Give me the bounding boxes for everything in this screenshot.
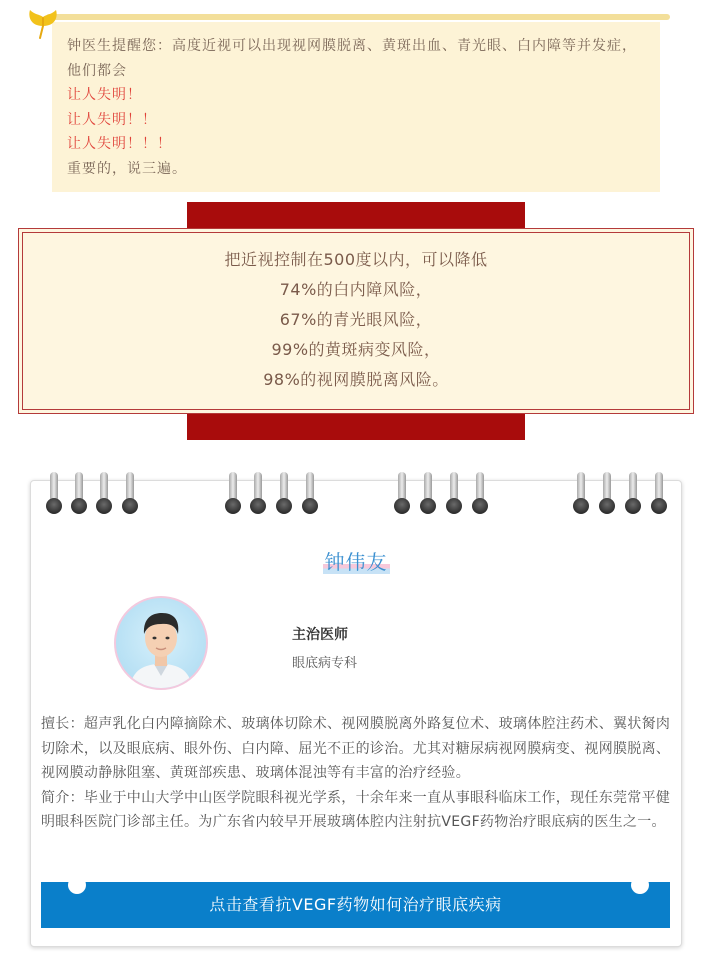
- ginkgo-leaf-icon: [26, 6, 60, 40]
- reminder-alert-3: 让人失明！！！: [67, 136, 172, 153]
- vegf-treatment-link-button[interactable]: 点击查看抗VEGF药物如何治疗眼底疾病: [41, 882, 670, 928]
- note-header-bar: [46, 14, 670, 20]
- binder-ring-icon: [95, 472, 113, 520]
- doctor-avatar: [114, 596, 208, 690]
- binder-ring-icon: [393, 472, 411, 520]
- binder-ring-icon: [301, 472, 319, 520]
- reminder-note: [52, 22, 660, 192]
- binder-ring-icon: [471, 472, 489, 520]
- binder-ring-icon: [419, 472, 437, 520]
- binder-ring-icon: [121, 472, 139, 520]
- binder-ring-icon: [598, 472, 616, 520]
- binder-ring-icon: [445, 472, 463, 520]
- binder-ring-icon: [650, 472, 668, 520]
- doctor-expertise: 擅长：超声乳化白内障摘除术、玻璃体切除术、视网膜脱离外路复位术、玻璃体腔注药术、翼状胬肉切除术，以及眼底病、眼外伤、白内障、屈光不正的诊治。尤其对糖尿病视网膜病变、视网膜脱离、视网膜动静脉阻塞、黄斑部疾患、玻璃体混浊等有丰富的治疗经验。: [41, 716, 671, 782]
- reminder-intro: 钟医生提醒您：高度近视可以出现视网膜脱离、黄斑出血、青光眼、白内障等并发症，他们都会: [67, 38, 637, 79]
- binder-ring-icon: [275, 472, 293, 520]
- binder-ring-icon: [249, 472, 267, 520]
- doctor-title: 主治医师: [292, 627, 348, 643]
- button-notch-right: [631, 876, 649, 894]
- stats-headline: 把近视控制在500度以内，可以降低: [224, 250, 488, 269]
- stats-panel: [18, 228, 694, 414]
- reminder-outro: 重要的，说三遍。: [67, 160, 187, 177]
- stats-item-glaucoma: 67%的青光眼风险，: [279, 310, 433, 329]
- binder-ring-icon: [224, 472, 242, 520]
- stats-item-macular: 99%的黄斑病变风险，: [271, 340, 441, 359]
- doctor-profile: 简介：毕业于中山大学中山医学院眼科视光学系，十余年来一直从事眼科临床工作，现任东莞常平健明眼科医院门诊部主任。为广东省内较早开展玻璃体腔内注射抗VEGF药物治疗眼底病的医生之一。: [41, 789, 671, 831]
- reminder-alert-2: 让人失明！！: [67, 111, 157, 128]
- doctor-name: 钟伟友: [324, 550, 388, 574]
- button-notch-left: [68, 876, 86, 894]
- doctor-bio: [41, 712, 675, 835]
- binder-ring-icon: [45, 472, 63, 520]
- binder-ring-icon: [70, 472, 88, 520]
- doctor-department: 眼底病专科: [292, 656, 358, 671]
- binder-ring-icon: [572, 472, 590, 520]
- binder-ring-icon: [624, 472, 642, 520]
- reminder-alert-1: 让人失明！: [67, 87, 142, 104]
- stats-item-cataract: 74%的白内障风险，: [279, 280, 433, 299]
- stats-item-retinal: 98%的视网膜脱离风险。: [263, 370, 449, 389]
